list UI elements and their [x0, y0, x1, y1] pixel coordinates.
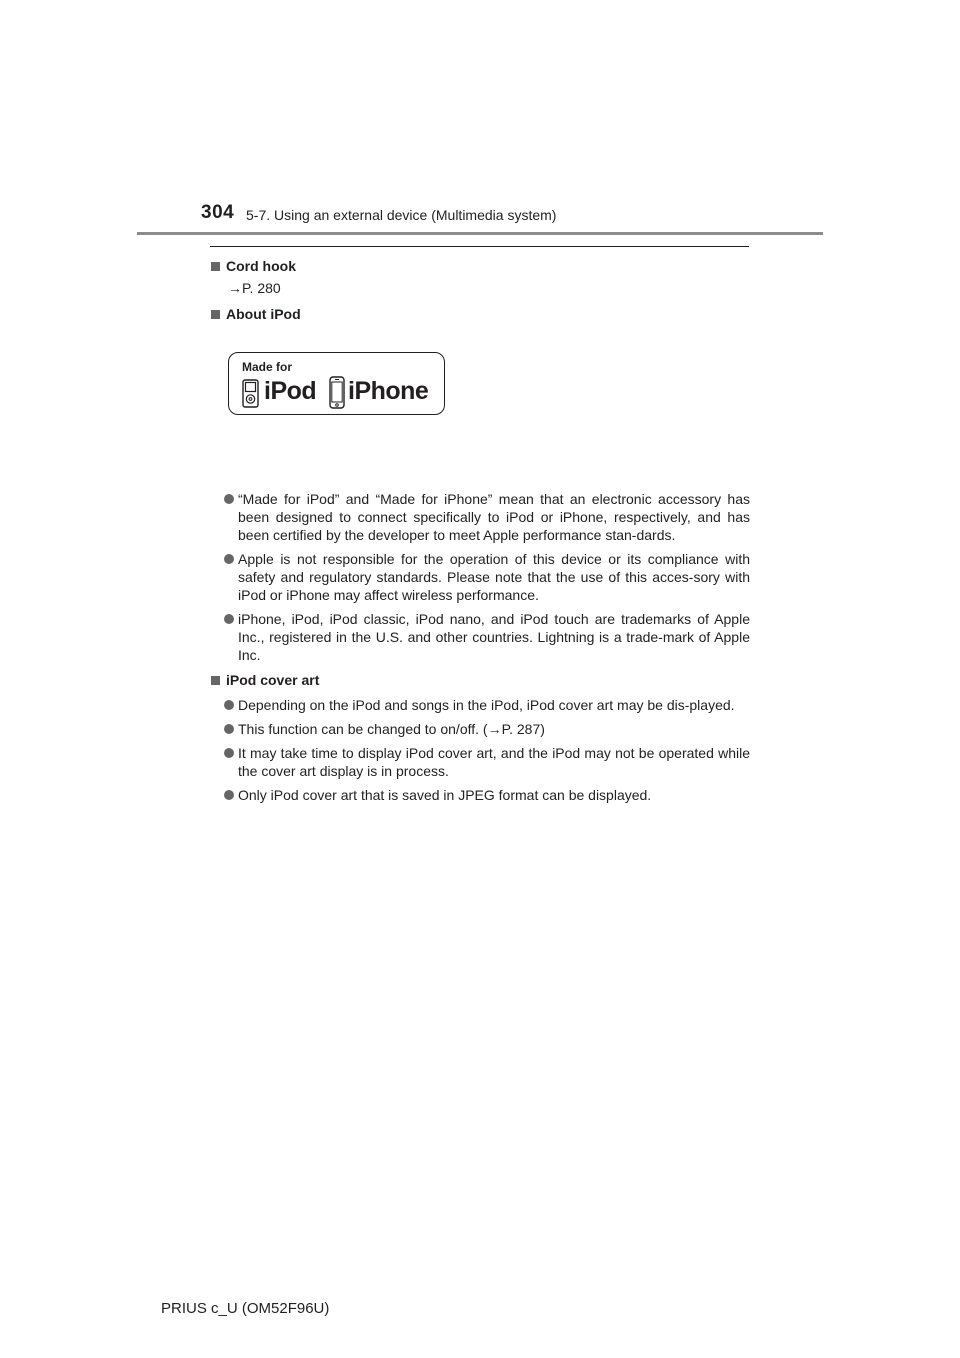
page-number: 304 — [201, 202, 235, 223]
content-rule — [210, 246, 749, 247]
list-item — [210, 696, 750, 714]
section-heading — [210, 304, 750, 324]
list-item — [210, 550, 750, 604]
list-item — [210, 490, 750, 544]
list-item-text: It may take time to display iPod cover art, and the iPod may not be operated while the cover art display is in process. — [238, 745, 750, 779]
page-reference-link[interactable]: →P. 280 — [228, 280, 281, 296]
made-for-ipod-iphone-logo — [228, 352, 445, 415]
list-item-text: “Made for iPod” and “Made for iPhone” mean that an electronic accessory has been designed to connect specifically to iPod or iPhone, respectively, and has been certified by the developer to meet Apple performance stan-dards. — [238, 491, 750, 543]
section-ipod-cover-art — [210, 670, 750, 804]
section-cord-hook — [210, 256, 750, 298]
list-item — [210, 610, 750, 664]
list-item-text: Depending on the iPod and songs in the iPod, iPod cover art may be dis-played. — [238, 697, 735, 713]
heading-text: iPod cover art — [226, 672, 320, 688]
logo-made-for-text: Made for — [242, 360, 293, 374]
section-about-ipod — [210, 304, 750, 664]
round-bullet-icon — [224, 614, 234, 624]
logo-ipod-text: iPod — [264, 377, 317, 405]
square-bullet-icon — [211, 262, 220, 271]
ipod-device-icon — [242, 379, 259, 408]
page-content — [210, 256, 750, 804]
list-item-text: iPhone, iPod, iPod classic, iPod nano, and iPod touch are trademarks of Apple Inc., registered in the U.S. and other countries. Lightning is a trade-mark of Apple Inc. — [238, 611, 750, 663]
square-bullet-icon — [211, 310, 220, 319]
round-bullet-icon — [224, 494, 234, 504]
round-bullet-icon — [224, 554, 234, 564]
round-bullet-icon — [224, 748, 234, 758]
section-heading — [210, 256, 750, 276]
list-item — [210, 786, 750, 804]
heading-text: Cord hook — [226, 258, 296, 274]
round-bullet-icon — [224, 724, 234, 734]
heading-text: About iPod — [226, 306, 301, 322]
logo-area — [210, 324, 750, 484]
page-header — [0, 0, 960, 240]
list-item-text: This function can be changed to on/off. (→P. 287) — [238, 721, 545, 737]
square-bullet-icon — [211, 676, 220, 685]
header-rule — [137, 232, 823, 235]
page-footer-model: PRIUS c_U (OM52F96U) — [161, 1300, 330, 1317]
list-item-text: Apple is not responsible for the operation of this device or its compliance with safety and regulatory standards. Please note that the use of this acces-sory with iPod or iPhone may affect wireless performance. — [238, 551, 750, 603]
list-item — [210, 744, 750, 780]
round-bullet-icon — [224, 790, 234, 800]
iphone-device-icon — [329, 376, 345, 409]
section-heading — [210, 670, 750, 690]
chapter-title: 5-7. Using an external device (Multimedia system) — [246, 207, 557, 223]
list-item — [210, 720, 750, 738]
round-bullet-icon — [224, 700, 234, 710]
logo-iphone-text: iPhone — [348, 377, 429, 405]
list-item-text: Only iPod cover art that is saved in JPEG format can be displayed. — [238, 787, 652, 803]
